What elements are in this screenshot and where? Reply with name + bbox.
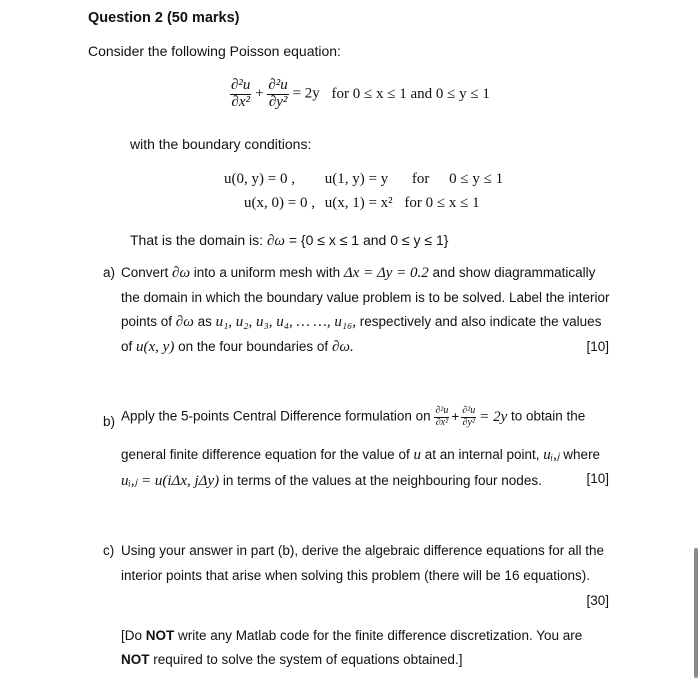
d2u-dy2-fraction: $\frac{\text{∂²u}}{\text{∂y²}}$ (268, 77, 288, 110)
part-a-line-1: Convert ∂ω into a uniform mesh with Δx = Δy = 0.2 and show diagrammatically (121, 265, 596, 281)
equation-condition: for 0 ≤ x ≤ 1 and 0 ≤ y ≤ 1 (331, 85, 490, 102)
intro-text: Consider the following Poisson equation: (88, 43, 341, 59)
bc-bottom: u(x, 0) = 0 , (244, 195, 315, 211)
part-a-line-3: points of ∂ω as u₁, u₂, u₃, u₄, … …, u₁₆, respectively and also indicate the values (121, 314, 602, 330)
part-b-line-1: Apply the 5-points Central Difference formulation on $\frac{\text{∂²u}}{\text{∂x²}}$ + $\frac{\text{∂²u}}{\text{∂y²}}$ = 2y to obtain the (121, 405, 586, 428)
part-b-d2u-dy2: $\frac{\text{∂²u}}{\text{∂y²}}$ (462, 405, 476, 428)
part-a-line-2: the domain in which the boundary value problem is to be solved. Label the interior (121, 290, 610, 305)
poisson-equation (230, 78, 490, 111)
part-c-line-1: Using your answer in part (b), derive the algebraic difference equations for all the (121, 543, 605, 558)
part-b-label: b) (103, 414, 116, 429)
part-b-line-3: uᵢ,ⱼ = u(iΔx, jΔy) in terms of the values at the neighbouring four nodes. (121, 473, 542, 489)
part-a-label: a) (103, 265, 116, 280)
domain-symbol: ∂ω (266, 233, 285, 249)
part-c-label: c) (103, 543, 115, 558)
plus-sign: + (255, 85, 264, 102)
bc-right: u(1, y) = y (324, 171, 389, 187)
d2u-dx2-fraction: $\frac{\text{∂²u}}{\text{∂x²}}$ (231, 77, 251, 110)
part-b-d2u-dx2: $\frac{\text{∂²u}}{\text{∂x²}}$ (435, 405, 449, 428)
question-heading: Question 2 (50 marks) (88, 10, 240, 26)
domain-prefix: That is the domain is: (130, 232, 267, 248)
note-line-2: NOT required to solve the system of equations obtained.] (121, 652, 463, 667)
domain-statement (130, 232, 448, 250)
note-not-emphasis-2: NOT (121, 652, 150, 667)
part-b-marks: [10] (586, 471, 609, 486)
bc-intro-text: with the boundary conditions: (130, 136, 312, 152)
equation-rhs: = 2y (292, 85, 320, 102)
part-b-line-2: general finite difference equation for the value of u at an internal point, uᵢ,ⱼ where (121, 447, 601, 463)
part-c-marks: [30] (586, 593, 609, 608)
bc-left: u(0, y) = 0 , (224, 171, 295, 187)
part-c-line-2: interior points that arise when solving this problem (there will be 16 equations). (121, 568, 590, 583)
part-a-marks: [10] (586, 339, 609, 354)
part-a-line-4: of u(x, y) on the four boundaries of ∂ω. (121, 339, 354, 355)
note-line-1: [Do NOT write any Matlab code for the finite difference discretization. You are (121, 628, 583, 643)
note-not-emphasis-1: NOT (145, 628, 175, 643)
bc-line-2 (244, 195, 480, 212)
bc-y-range: 0 ≤ y ≤ 1 (449, 171, 504, 187)
bc-line-1 (224, 171, 503, 188)
domain-set: = {0 ≤ x ≤ 1 and 0 ≤ y ≤ 1} (284, 232, 449, 248)
vertical-scrollbar[interactable] (694, 548, 698, 678)
bc-for-word: for (411, 171, 430, 187)
bc-x-range: for 0 ≤ x ≤ 1 (404, 195, 480, 211)
bc-top: u(x, 1) = x² (324, 195, 393, 211)
